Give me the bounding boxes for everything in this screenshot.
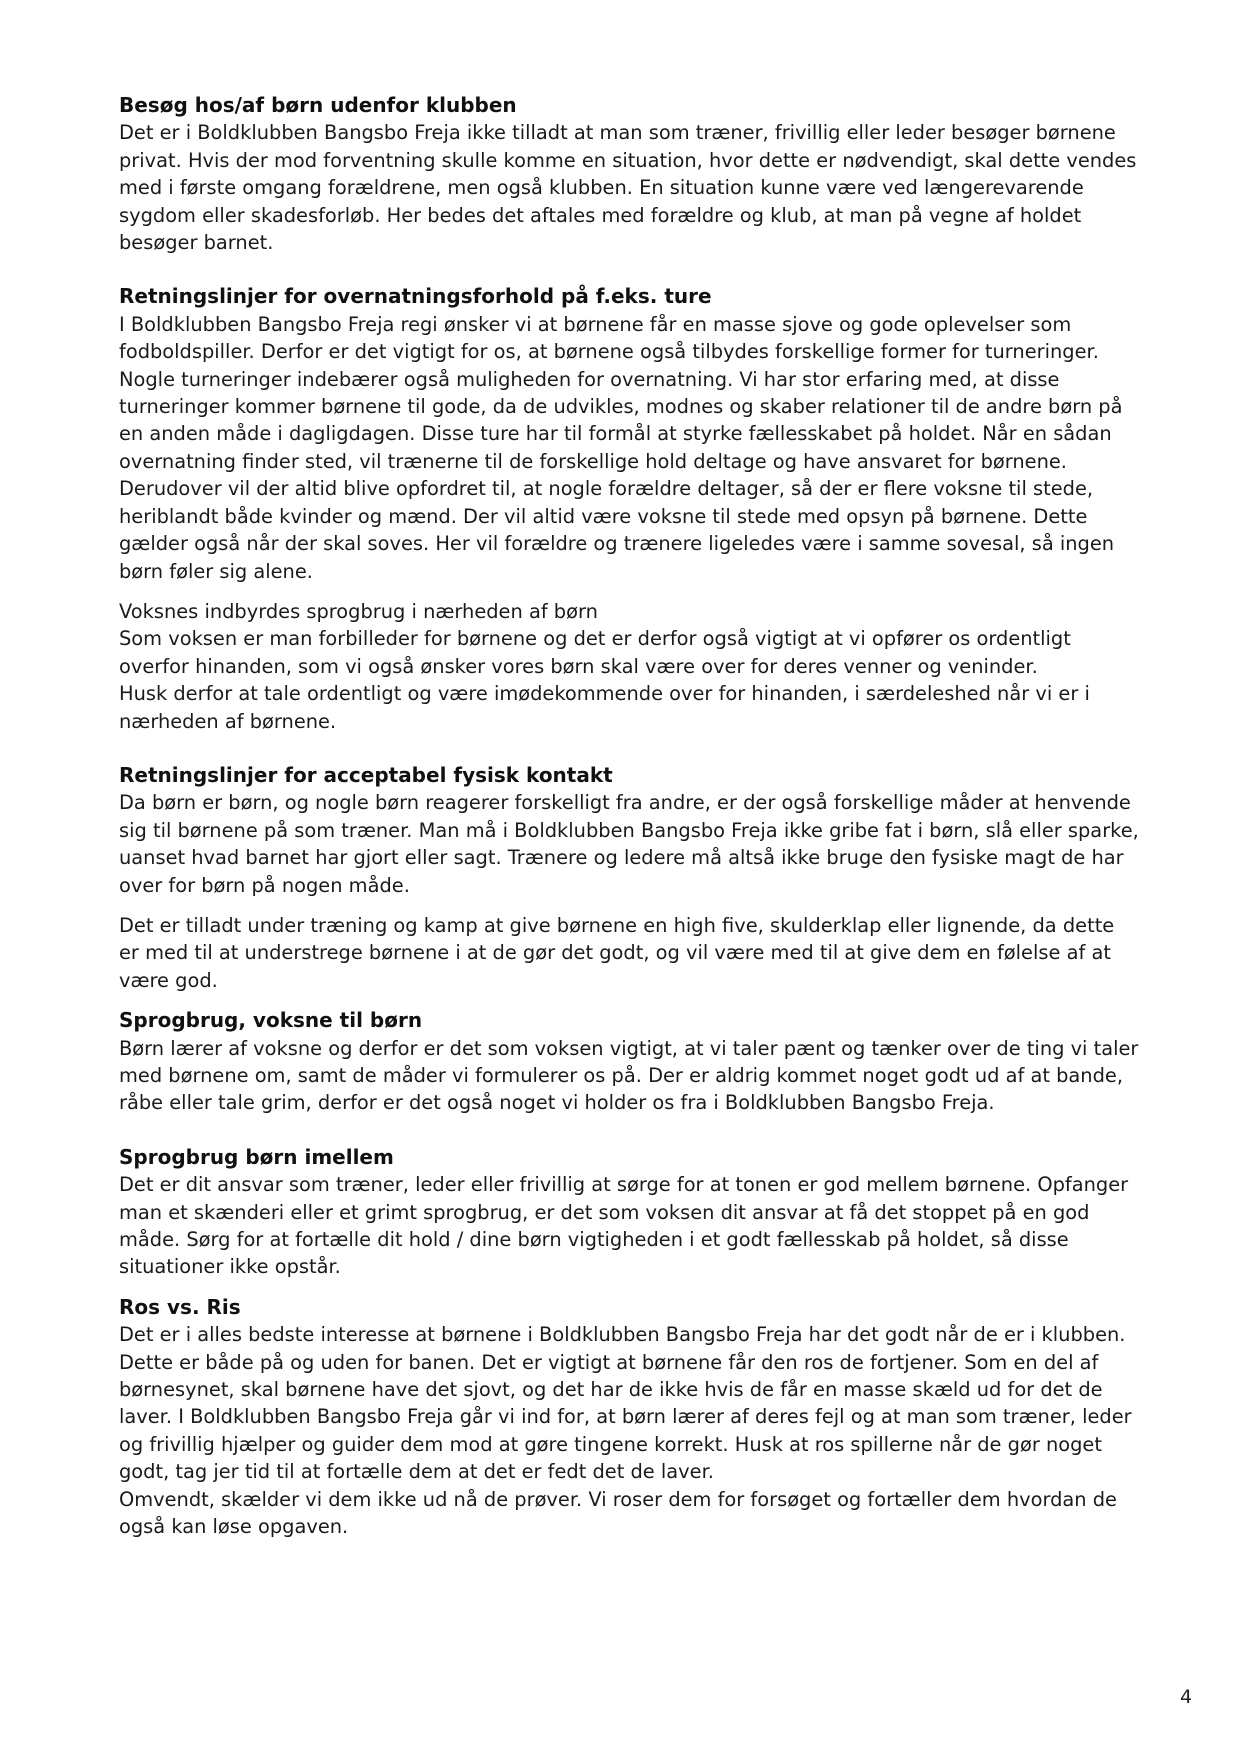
- section-paragraph: Husk derfor at tale ordentligt og være imødekommende over for hinanden, i særdeleshed når vi er i nærheden af børnene.: [119, 682, 1090, 733]
- page-number: 4: [1180, 1686, 1193, 1708]
- section-heading: Retningslinjer for acceptabel fysisk kontakt: [119, 762, 613, 787]
- section-paragraph: Børn lærer af voksne og derfor er det som voksen vigtigt, at vi taler pænt og tænker over de ting vi taler med børnene om, samt de måder vi formulerer os på. Der er aldrig kommet noget godt ud af at bande, råbe eller tale grim, derfor er det også noget vi holder os fra i Boldklubben Bangsbo Freja.: [119, 1036, 1139, 1115]
- section-paragraph: Det er tilladt under træning og kamp at give børnene en high five, skulderklap eller lignende, da dette er med til at understrege børnene i at de gør det godt, og vil være med til at give dem en følelse af at være god.: [119, 913, 1115, 992]
- section-subheading: Voksnes indbyrdes sprogbrug i nærheden af børn: [119, 599, 598, 623]
- section-visits: [119, 92, 1139, 256]
- section-heading: Sprogbrug, voksne til børn: [119, 1008, 423, 1033]
- section-physical-contact: [119, 762, 1139, 994]
- section-paragraph: Det er i Boldklubben Bangsbo Freja ikke tilladt at man som træner, frivillig eller leder besøger børnene privat. Hvis der mod forventning skulle komme en situation, hvor dette er nødvendigt, skal dette vendes med i første omgang forældrene, men også klubben. En situation kunne være ved længerevarende sygdom eller skadesforløb. Her bedes det aftales med forældre og klub, at man på vegne af holdet besøger barnet.: [119, 121, 1137, 255]
- section-paragraph: Omvendt, skælder vi dem ikke ud nå de prøver. Vi roser dem for forsøget og fortæller dem hvordan de også kan løse opgaven.: [119, 1487, 1117, 1539]
- section-language-children: [119, 1144, 1139, 1281]
- section-paragraph: Da børn er børn, og nogle børn reagerer forskelligt fra andre, er der også forskellige måder at henvende sig til børnene på som træner. Man må i Boldklubben Bangsbo Freja ikke gribe fat i børn, slå eller sparke, uanset hvad barnet har gjort eller sagt. Trænere og ledere må altså ikke bruge den fysiske magt de har over for børn på nogen måde.: [119, 791, 1139, 897]
- page-content: [119, 92, 1139, 1541]
- section-overnight: [119, 283, 1139, 584]
- section-adult-language: [119, 598, 1139, 735]
- section-paragraph: Det er dit ansvar som træner, leder eller frivillig at sørge for at tonen er god mellem børnene. Opfanger man et skænderi eller et grimt sprogbrug, er det som voksen dit ansvar at få det stoppet på en god måde. Sørg for at fortælle dit hold / dine børn vigtigheden i et godt fællesskab på holdet, så disse situationer ikke opstår.: [119, 1173, 1129, 1279]
- section-praise-vs-scolding: [119, 1294, 1139, 1541]
- section-paragraph: Det er i alles bedste interesse at børnene i Boldklubben Bangsbo Freja har det godt når de er i klubben. Dette er både på og uden for banen. Det er vigtigt at børnene får den ros de fortjener. Som en del af børnesynet, skal børnene have det sjovt, og det har de ikke hvis de får en masse skæld ud for det de laver. I Boldklubben Bangsbo Freja går vi ind for, at børn lærer af deres fejl og at man som træner, leder og frivillig hjælper og guider dem mod at gøre tingene korrekt. Husk at ros spillerne når de gør noget godt, tag jer tid til at fortælle dem at det er fedt det de laver.: [119, 1323, 1132, 1484]
- section-heading: Retningslinjer for overnatningsforhold på f.eks. ture: [119, 284, 712, 309]
- section-heading: Ros vs. Ris: [119, 1294, 241, 1319]
- section-paragraph: I Boldklubben Bangsbo Freja regi ønsker vi at børnene får en masse sjove og gode oplevelser som fodboldspiller. Derfor er det vigtigt for os, at børnene også tilbydes forskellige former for turneringer. Nogle turneringer indebærer også muligheden for overnatning. Vi har stor erfaring med, at disse turneringer kommer børnene til gode, da de udvikles, modnes og skaber relationer til de andre børn på en anden måde i dagligdagen. Disse ture har til formål at styrke fællesskabet på holdet. Når en sådan overnatning finder sted, vil trænerne til de forskellige hold deltage og have ansvaret for børnene. Derudover vil der altid blive opfordret til, at nogle forældre deltager, så der er flere voksne til stede, heriblandt både kvinder og mænd. Der vil altid være voksne til stede med opsyn på børnene. Dette gælder også når der skal soves. Her vil forældre og trænere ligeledes være i samme sovesal, så ingen børn føler sig alene.: [119, 312, 1123, 583]
- section-language-adults-children: [119, 1007, 1139, 1117]
- section-heading: Besøg hos/af børn udenfor klubben: [119, 93, 517, 117]
- section-paragraph: Som voksen er man forbilleder for børnene og det er derfor også vigtigt at vi opfører os ordentligt overfor hinanden, som vi også ønsker vores børn skal være over for deres venner og veninder.: [119, 627, 1071, 678]
- section-heading: Sprogbrug børn imellem: [119, 1144, 394, 1169]
